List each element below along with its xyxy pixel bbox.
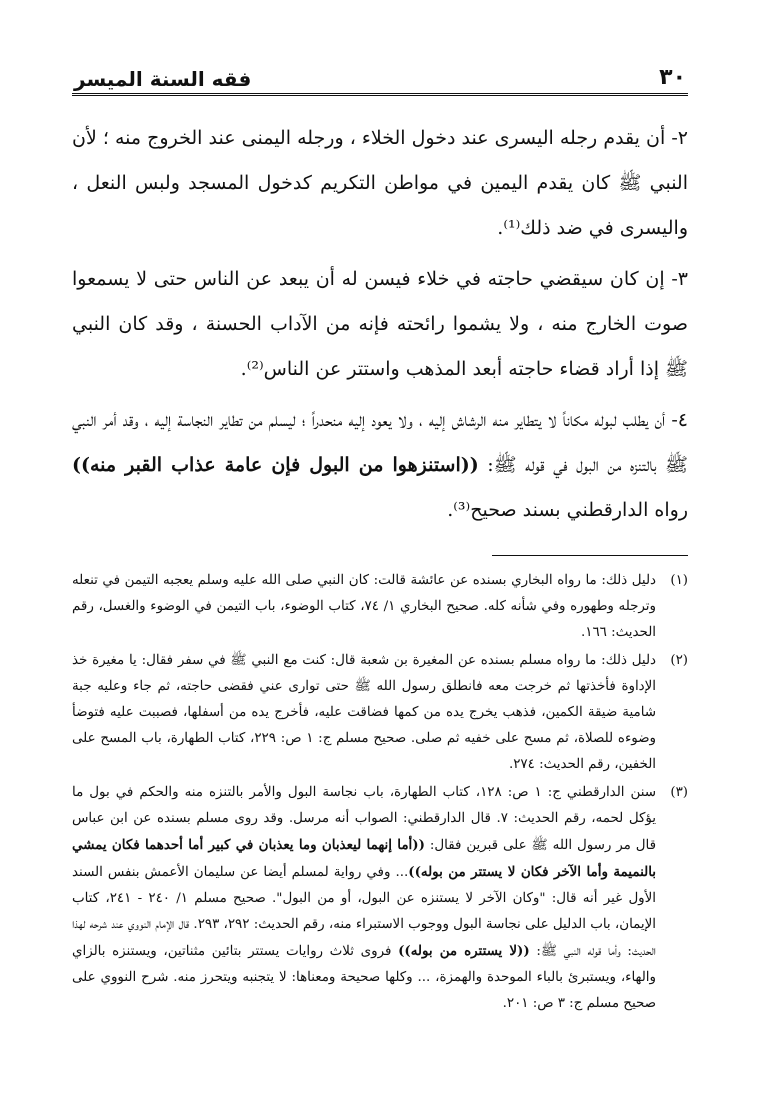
- footnote-text: دليل ذلك: ما رواه مسلم بسنده عن المغيرة بن شعبة قال: كنت مع النبي ﷺ في سفر فقال: يا مغيرة خذ الإداوة فأخذتها ثم خرجت معه فانطلق رسول الله ﷺ حتى توارى عني فقضى حاجته، ثم جاء وعليه جبة شامية ضيقة الكمين، فذهب يخرج يده من كمها فضاقت عليه، فأخرج يده من أسفلها، فصببت عليه فتوضأ وضوءه للصلاة، ثم مسح على خفيه ثم صلى. صحيح مسلم ج: ١ ص: ٢٢٩، كتاب الطهارة، باب المسح على الخفين، رقم الحديث: ٢٧٤.: [72, 653, 656, 772]
- footnote-text-part: سنن الدارقطني ج: ١ ص: ١٢٨، كتاب الطهارة، باب نجاسة البول والأمر بالتنزه منه والحكم في بول ما يؤكل لحمه، رقم الحديث: ٧. قال الدارقطني: الصواب أنه مرسل. وقد روى مسلم بسنده عن ابن عباس قال مر رسول الله ﷺ على قبرين فقال:: [72, 785, 656, 853]
- hadith-quote: ((استنزهوا من البول فإن عامة عذاب القبر منه)): [72, 454, 479, 476]
- footnote-separator: [492, 555, 688, 556]
- hadith-source: رواه الدارقطني بسند صحيح⁽³⁾.: [447, 499, 688, 521]
- footnote-text-part: فروى ثلاث روايات يستتر بتائين مثناتين، ويستنزه بالزاي والهاء، ويستبرئ بالباء الموحدة والهمزة، ... وكلها صحيحة ومعناها: لا يتجنبه ويتحرز منه. شرح النووي على صحيح مسلم ج: ٣ ص: ٢٠١.: [72, 944, 656, 1011]
- paragraph-item-4: [72, 398, 688, 533]
- footnote-bold-quote: ((أما إنهما ليعذبان وما يعذبان في كبير أما أحدهما فكان يمشي بالنميمة وأما الآخر فكان لا يستتر من بوله)): [72, 837, 657, 880]
- footnote-text-part: ... وفي رواية لمسلم أيضا عن سليمان الأعمش بنفس السند الأول غير أنه قال: "وكان الآخر لا يستنزه عن البول، أو من البول". صحيح مسلم ١/ ٢٤٠ - ٢٤١، كتاب الإيمان، باب الدليل على نجاسة البول ووجوب الاستبراء منه، رقم الحديث: ٢٩٢، ٢٩٣. قال الإمام النووي عند شرحه لهذا الحديث: وأما قوله النبي ﷺ:: [72, 865, 656, 959]
- paragraph-item-4-text: ٤- أن يطلب لبوله مكاناً لا يتطاير منه الرشاش إليه ، ولا يعود إليه منحدراً ؛ ليسلم من تطاير النجاسة إليه ، وقد أمر النبي ﷺ بالتنزه من البول في قوله ﷺ:: [72, 409, 689, 476]
- running-header: [72, 58, 688, 96]
- paragraph-item-2: ٢- أن يقدم رجله اليسرى عند دخول الخلاء ، ورجله اليمنى عند الخروج منه ؛ لأن النبي ﷺ كان يقدم اليمين في مواطن التكريم كدخول المسجد ولبس النعل ، واليسرى في ضد ذلك⁽¹⁾.: [72, 127, 688, 239]
- paragraph-item-3: ٣- إن كان سيقضي حاجته في خلاء فيسن له أن يبعد عن الناس حتى لا يسمعوا صوت الخارج منه ، ولا يشموا رائحته فإنه من الآداب الحسنة ، وقد كان النبي ﷺ إذا أراد قضاء حاجته أبعد المذهب واستتر عن الناس⁽²⁾.: [72, 268, 688, 380]
- book-page: [72, 58, 688, 1068]
- footnote-text: [72, 780, 656, 1017]
- book-title: فقه السنة الميسر: [74, 67, 252, 91]
- footnote-number: (١): [670, 573, 688, 588]
- footnote-1: [72, 568, 688, 646]
- footnote-3: [72, 780, 688, 1017]
- footnote-bold-quote: ((لا يستتره من بوله)): [398, 943, 530, 959]
- page-number: ٣٠: [659, 65, 686, 90]
- footnote-number: (٢): [670, 653, 688, 668]
- main-text: [72, 116, 688, 533]
- footnote-text: دليل ذلك: ما رواه البخاري بسنده عن عائشة قالت: كان النبي صلى الله عليه وسلم يعجبه التيمن في تنعله وترجله وطهوره وفي شأنه كله. صحيح البخاري ١/ ٧٤، كتاب الوضوء، باب التيمن في الوضوء والغسل، رقم الحديث: ١٦٦.: [72, 573, 656, 640]
- footnotes: [72, 568, 688, 1017]
- footnote-2: [72, 648, 688, 778]
- footnote-number: (٣): [670, 785, 688, 800]
